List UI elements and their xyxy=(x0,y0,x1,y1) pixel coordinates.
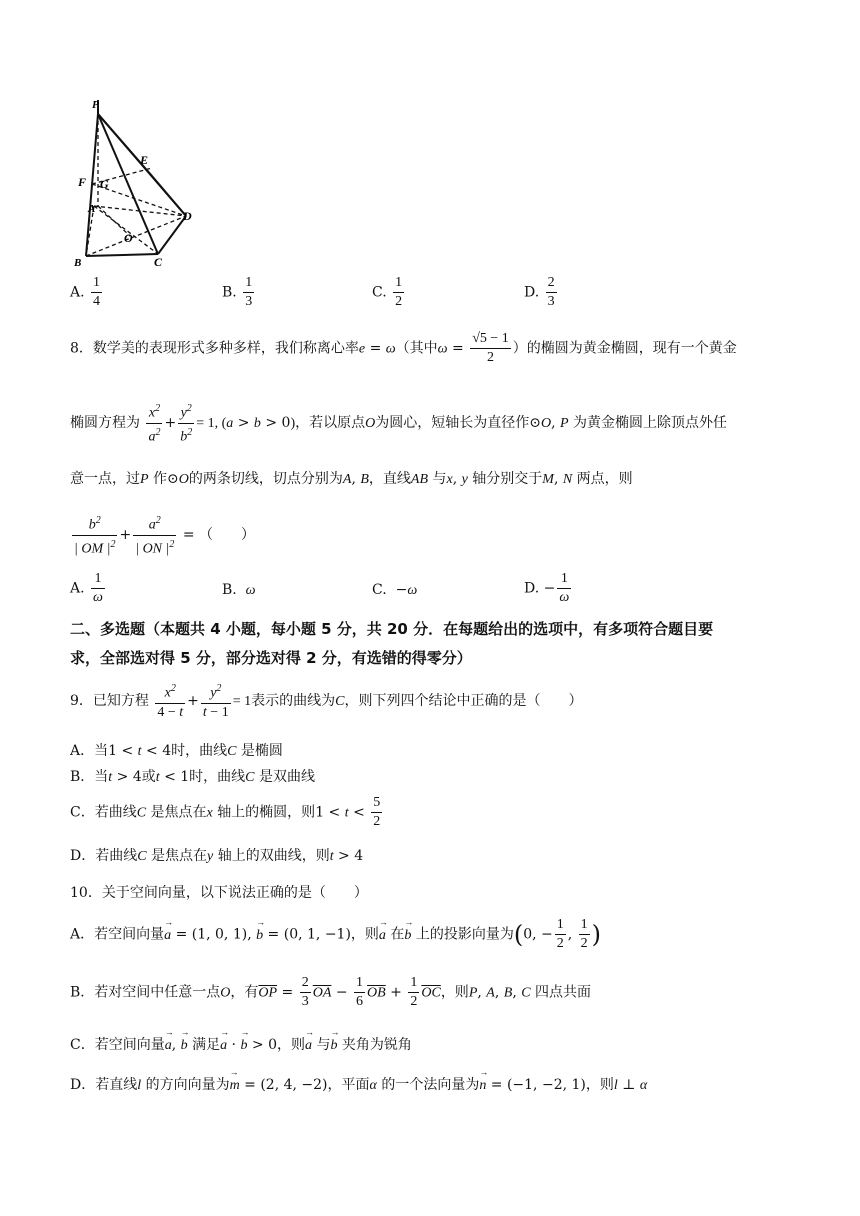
q10-option-c[interactable]: C．若空间向量→ a, → b 满足→ a · → b > 0，则→ a 与→ b 夹角为锐角 xyxy=(70,1034,412,1054)
q7-option-c[interactable]: C. $\frac{1}{2}$ xyxy=(372,275,403,309)
label-G: G xyxy=(100,177,109,191)
q8-line1: 8．数学美的表现形式多种多样，我们称离心率e = ω（其中ω = $\frac{√5 - 1}{2}$ ）的椭圆为黄金椭圆，现有一个黄金 xyxy=(70,331,737,365)
label-B: B xyxy=(74,257,82,266)
q8-option-d[interactable]: D. − $\frac{1}{\omega}$ xyxy=(524,571,570,605)
label-F: F xyxy=(78,175,87,189)
q7-option-b[interactable]: B. $\frac{1}{3}$ xyxy=(222,275,253,309)
label-C: C xyxy=(154,255,163,266)
q9-option-c[interactable]: C．若曲线C 是焦点在x 轴上的椭圆，则1 < t < $\frac{5}{2}$ xyxy=(70,795,381,829)
section-2-heading: 二、多选题（本题共 4 小题，每小题 5 分，共 20 分．在每题给出的选项中，有多项符合题目要 求，全部选对得 5 分，部分选对得 2 分，有选错的得零分） xyxy=(70,620,714,667)
label-P: P xyxy=(92,99,99,111)
q10-option-d[interactable]: D．若直线l 的方向向量为→ m = (2, 4, −2)，平面α 的一个法向量为→ n = (−1, −2, 1)，则l ⊥ α xyxy=(70,1074,647,1094)
q10-option-b[interactable]: B．若对空间中任意一点O，有$\overline{OP}$ = $\frac{2}{3}$ $\overline{OA}$ − $\frac{1}{6}$ $\overline{OB}$ + $\frac{1}{2}$ $\overline{OC}$，则P, A, B, C 四点共面 xyxy=(70,975,592,1009)
q8-option-b[interactable]: B. ω xyxy=(222,582,256,598)
q10-option-a[interactable]: A．若空间向量→ a = (1, 0, 1), → b = (0, 1, −1)，则→ a 在→ b 上的投影向量为(0, − $\frac{1}{2}$ , $\frac{1}{2}$ ) xyxy=(70,916,601,953)
q8-option-a[interactable]: A. $\frac{1}{\omega}$ xyxy=(70,571,103,605)
label-O: O xyxy=(124,231,133,245)
q8-expression: $\frac{b^2}{| OM |^2}$ + $\frac{a^2}{| ON |^2}$ = （ ） xyxy=(70,512,255,558)
label-D: D xyxy=(183,209,192,223)
q8-option-c[interactable]: C. −ω xyxy=(372,582,418,598)
q10-stem: 10．关于空间向量，以下说法正确的是（ ） xyxy=(70,885,368,901)
label-A: A xyxy=(88,203,96,215)
q9-option-b[interactable]: B．当t > 4或t < 1时，曲线C 是双曲线 xyxy=(70,769,315,785)
q9-option-a[interactable]: A．当1 < t < 4时，曲线C 是椭圆 xyxy=(70,743,283,759)
q9-stem: 9．已知方程 $\frac{x^2}{4 - t}$ + $\frac{y^2}{t - 1}$ = 1表示的曲线为C，则下列四个结论中正确的是（ ） xyxy=(70,680,582,722)
pyramid-figure xyxy=(70,96,210,266)
q8-line3: 意一点，过P 作⊙O的两条切线，切点分别为A, B，直线AB 与x, y 轴分别交于M, N 两点，则 xyxy=(70,471,633,487)
q9-option-d[interactable]: D．若曲线C 是焦点在y 轴上的双曲线，则t > 4 xyxy=(70,848,364,864)
q8-line2: 椭圆方程为 $\frac{x^2}{a^2}$ + $\frac{y^2}{b^2}$ = 1, (a > b > 0)，若以原点O为圆心，短轴长为直径作⊙O, P 为黄金椭圆上除顶点外任 xyxy=(70,400,727,446)
label-E: E xyxy=(140,153,149,167)
q7-option-d[interactable]: D. $\frac{2}{3}$ xyxy=(524,275,555,309)
q7-option-a[interactable]: A. $\frac{1}{4}$ xyxy=(70,275,101,309)
